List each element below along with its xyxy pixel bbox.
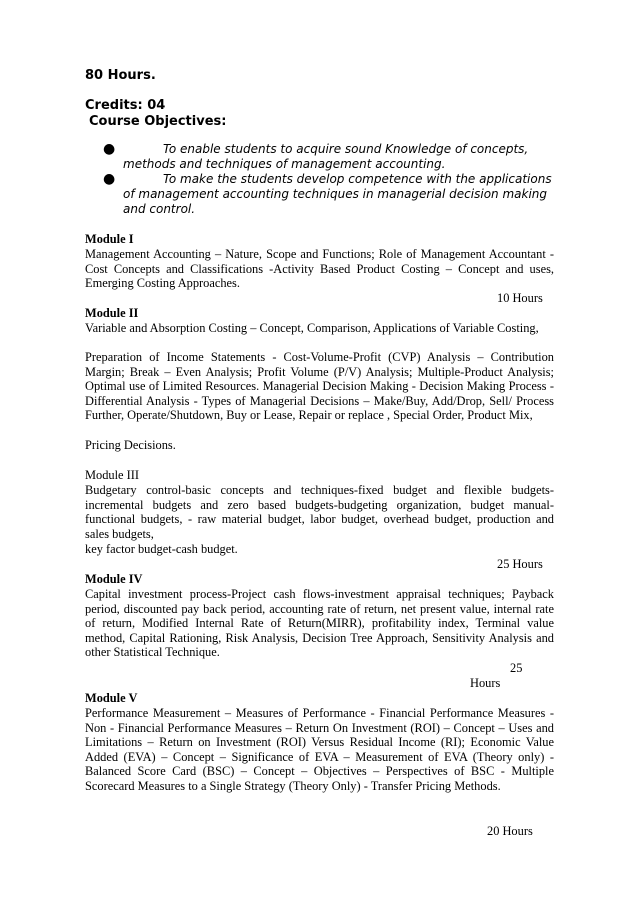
objective-item	[85, 142, 555, 172]
objective-item	[85, 172, 555, 217]
module-2-last: Pricing Decisions.	[85, 438, 176, 452]
module-5-hours: 20 Hours	[487, 824, 533, 838]
module-1-hours: 10 Hours	[497, 291, 543, 305]
module-1-title: Module I	[85, 232, 134, 246]
total-hours: 80 Hours.	[85, 68, 156, 83]
module-3-last: key factor budget-cash budget.	[85, 542, 238, 556]
module-4-hours-word: Hours	[470, 676, 501, 690]
objective-text: To enable students to acquire sound Knowledge of concepts, methods and techniques of management accounting.	[123, 142, 529, 171]
module-4-title: Module IV	[85, 572, 143, 586]
objective-text: To make the students develop competence with the applications of management accounting techniques in managerial decision making and control.	[123, 172, 552, 216]
module-4-hours-number: 25	[510, 661, 523, 675]
module-5-title: Module V	[85, 691, 138, 705]
module-2-body: Preparation of Income Statements - Cost-Volume-Profit (CVP) Analysis – Contribution Margin; Break – Even Analysis; Profit Volume (P/V) Analysis; Multiple-Product Analysis; Optimal use of Limited Resources. Managerial Decision Making - Decision Making Process - Differential Analysis - Types of Managerial Decisions – Make/Buy, Add/Drop, Sell/ Process Further, Operate/Shutdown, Buy or Lease, Repair or replace , Special Order, Product Mix,	[85, 350, 554, 423]
bullet-icon: ●	[103, 171, 116, 187]
module-2-intro: Variable and Absorption Costing – Concept, Comparison, Applications of Variable Costing,	[85, 321, 539, 335]
module-3-title: Module III	[85, 468, 140, 482]
bullet-icon: ●	[103, 141, 116, 157]
module-3-body: Budgetary control-basic concepts and techniques-fixed budget and flexible budgets-incremental budgets and zero based budgets-budgeting organization, budget manual-functional budgets, - raw material budget, labor budget, overhead budget, production and sales budgets,	[85, 483, 554, 541]
module-2-title: Module II	[85, 306, 139, 320]
credits: Credits: 04	[85, 98, 166, 113]
module-4-body: Capital investment process-Project cash flows-investment appraisal techniques; Payback period, discounted pay back period, accounting rate of return, net present value, internal rate of return, Modified Internal Rate of Return(MIRR), profitability index, Terminal value method, Capital Rationing, Risk Analysis, Decision Tree Approach, Sensitivity Analysis and other Statistical Technique.	[85, 587, 554, 660]
objectives-title: Course Objectives:	[89, 114, 227, 129]
module-3-hours: 25 Hours	[497, 557, 543, 571]
objectives-list	[85, 142, 555, 217]
module-5-body: Performance Measurement – Measures of Performance - Financial Performance Measures - Non - Financial Performance Measures – Return On Investment (ROI) – Concept – Uses and Limitations – Return on Investment (ROI) Versus Residual Income (RI); Economic Value Added (EVA) – Concept – Significance of EVA – Measurement of EVA (Theory only) - Balanced Score Card (BSC) – Concept – Objectives – Perspectives of BSC - Multiple Scorecard Measures to a Single Strategy (Theory Only) - Transfer Pricing Methods.	[85, 706, 554, 793]
module-1-body: Management Accounting – Nature, Scope and Functions; Role of Management Accountant - Cost Concepts and Classifications -Activity Based Product Costing – Concept and uses, Emerging Costing Approaches.	[85, 247, 554, 291]
